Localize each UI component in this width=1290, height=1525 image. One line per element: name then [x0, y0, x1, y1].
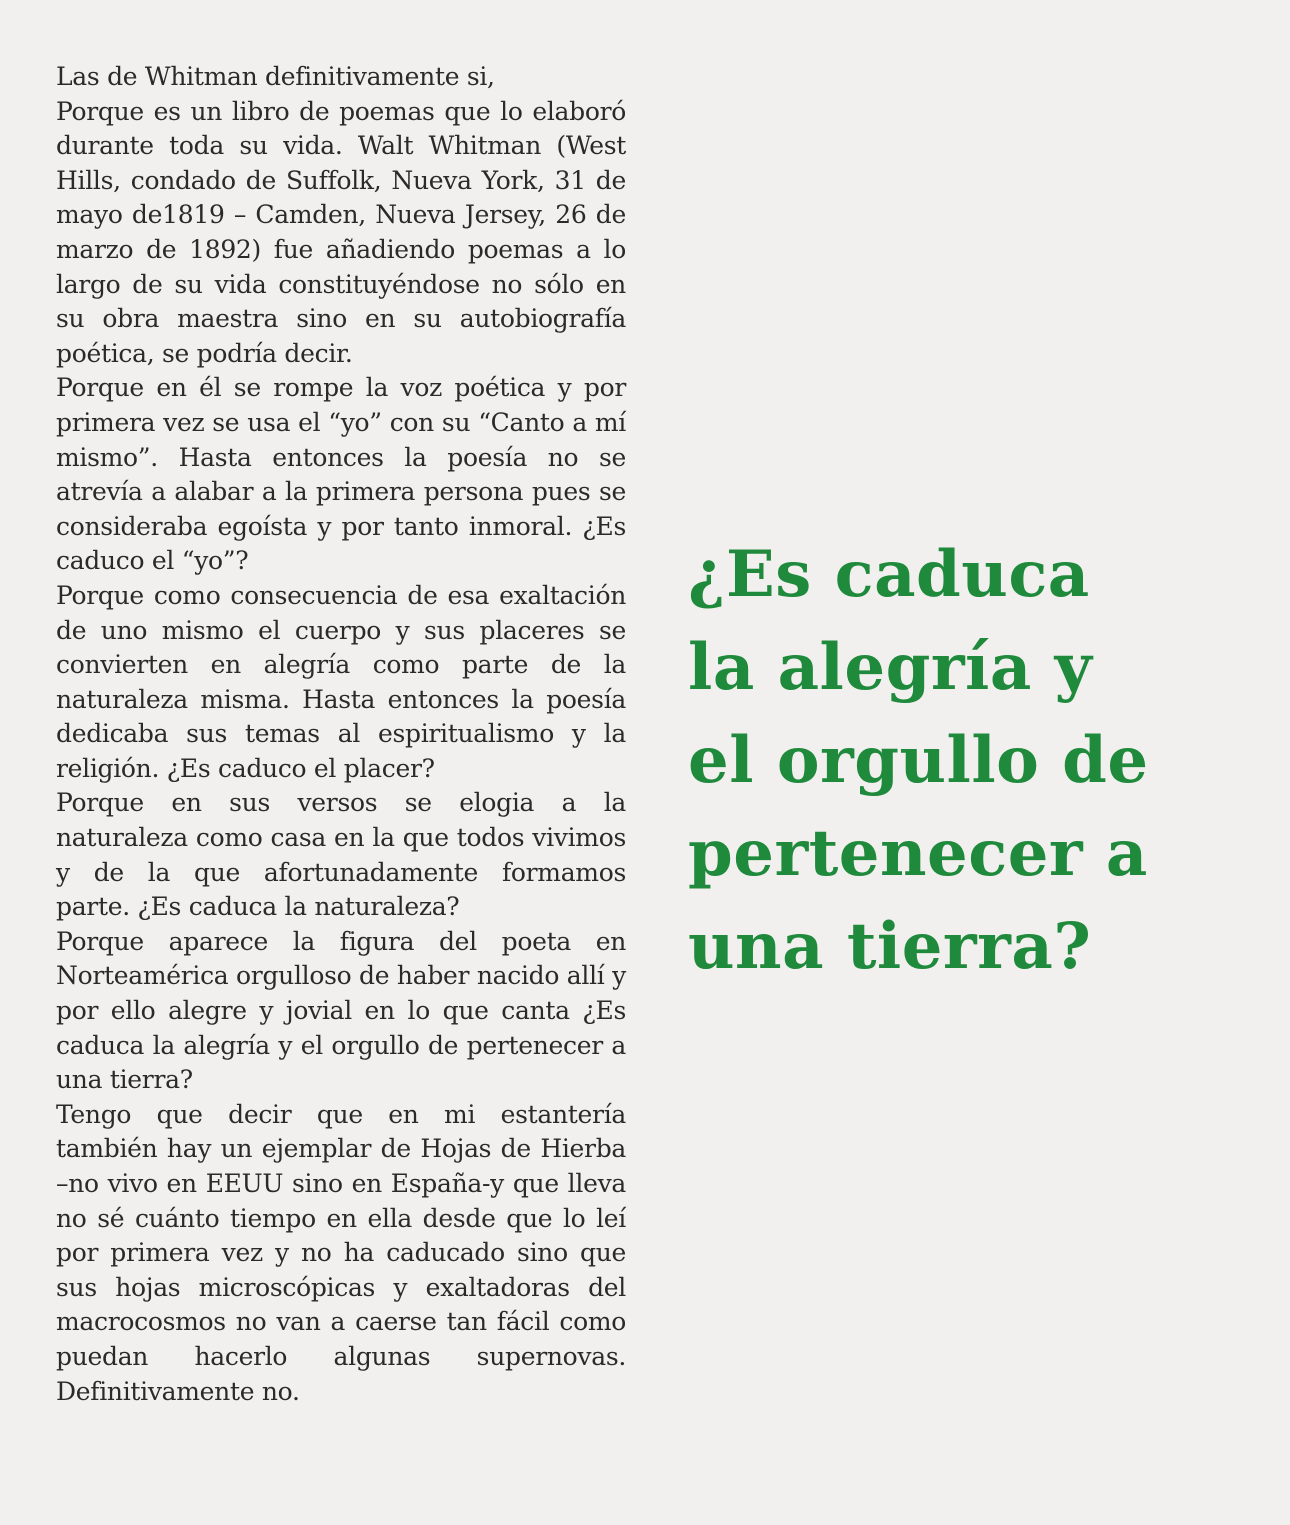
paragraph-homeland: Porque aparece la figura del poeta en Norteamérica orgulloso de haber nacido allí y por ello alegre y jovial en lo que canta ¿Es caduca la alegría y el orgullo de pertenecer a una tierra? [56, 926, 626, 1095]
pull-quote-line: pertenecer a [688, 816, 1148, 891]
paragraph-whitman-life: Porque es un libro de poemas que lo elaboró durante toda su vida. Walt Whitman (West Hills, condado de Suffolk, Nueva York, 31 de mayo de1819 – Camden, Nueva Jersey, 26 de marzo de 1892) fue añadiendo poemas a lo largo de su vida constituyéndose no sólo en su obra maestra sino en su autobiografía poética, se podría decir. [56, 96, 626, 368]
paragraph-nature: Porque en sus versos se elogia a la naturaleza como casa en la que todos vivimos y de la que afortunadamente formamos parte. ¿Es caduca la naturaleza? [56, 788, 626, 922]
pull-quote-line: una tierra? [688, 909, 1092, 984]
pull-quote [688, 528, 1258, 993]
article-body [56, 60, 626, 1409]
paragraph-intro: Las de Whitman definitivamente si, [56, 62, 495, 91]
pull-quote-line: el orgullo de [688, 723, 1149, 798]
pull-quote-line: la alegría y [688, 630, 1093, 705]
paragraph-conclusion: Tengo que decir que en mi estantería también hay un ejemplar de Hojas de Hierba –no vivo en EEUU sino en España-y que lleva no sé cuánto tiempo en ella desde que lo leí por primera vez y no ha caducado sino que sus hojas microscópicas y exaltadoras del macrocosmos no van a caerse tan fácil como puedan hacerlo algunas supernovas. Definitivamente no. [56, 1099, 626, 1406]
paragraph-poetic-voice: Porque en él se rompe la voz poética y por primera vez se usa el “yo” con su “Canto a mí mismo”. Hasta entonces la poesía no se atrevía a alabar a la primera persona pues se consideraba egoísta y por tanto inmoral. ¿Es caduco el “yo”? [56, 373, 626, 576]
paragraph-pleasure: Porque como consecuencia de esa exaltación de uno mismo el cuerpo y sus placeres se convierten en alegría como parte de la naturaleza misma. Hasta entonces la poesía dedicaba sus temas al espiritualismo y la religión. ¿Es caduco el placer? [56, 580, 626, 783]
pull-quote-line: ¿Es caduca [688, 537, 1090, 612]
